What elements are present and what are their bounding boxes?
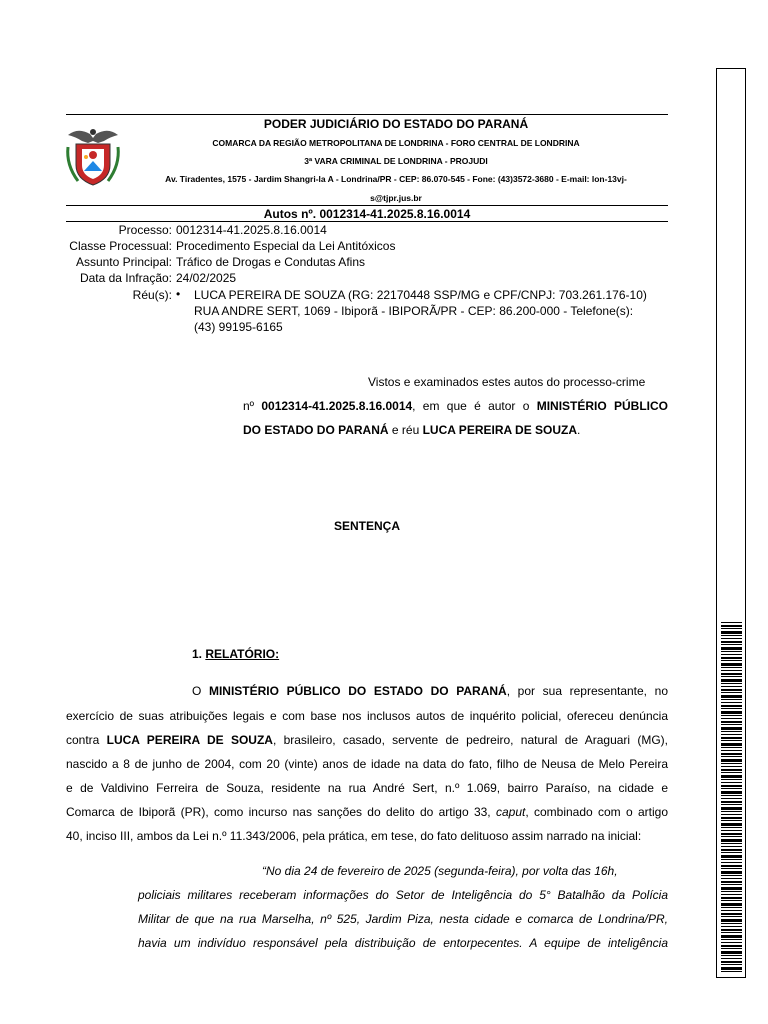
para-reu-name: LUCA PEREIRA DE SOUZA — [106, 733, 273, 747]
preamble-line-3 — [243, 418, 580, 442]
classe-value: Procedimento Especial da Lei Antitóxicos — [176, 239, 396, 253]
para-line-3 — [66, 728, 668, 752]
parana-coat-of-arms-icon — [64, 125, 122, 187]
data-infracao-label: Data da Infração: — [79, 271, 172, 285]
reu-line-1: LUCA PEREIRA DE SOUZA (RG: 22170448 SSP/MG e CPF/CNPJ: 703.261.176-10) — [194, 288, 647, 302]
preamble-mp: MINISTÉRIO PÚBLICO — [536, 399, 669, 413]
preamble-line-2 — [243, 394, 668, 418]
data-infracao-value: 24/02/2025 — [176, 271, 237, 285]
assunto-label: Assunto Principal: — [75, 255, 172, 269]
barcode-icon — [721, 622, 742, 974]
preamble-mp-state: DO ESTADO DO PARANÁ — [243, 423, 389, 437]
quote-line-1: “No dia 24 de fevereiro de 2025 (segunda-feira), por volta das 16h, — [262, 864, 618, 878]
para-text-3a: contra — [66, 733, 107, 747]
preamble-reu-name: LUCA PEREIRA DE SOUZA — [422, 423, 578, 437]
autos-bottom-rule — [66, 221, 668, 222]
relatorio-number: 1. — [192, 647, 206, 661]
processo-value: 0012314-41.2025.8.16.0014 — [176, 223, 327, 237]
relatorio-title: RELATÓRIO: — [205, 647, 280, 661]
reu-label: Réu(s): — [132, 288, 172, 302]
header-top-rule — [66, 114, 668, 115]
preamble-period: . — [577, 423, 581, 437]
para-text-1a: O — [192, 684, 209, 698]
comarca-line: COMARCA DA REGIÃO METROPOLITANA DE LONDRINA - FORO CENTRAL DE LONDRINA — [212, 138, 580, 148]
para-line-1 — [192, 679, 668, 703]
para-text-3b: , brasileiro, casado, servente de pedreiro, natural de Araguari (MG), — [272, 733, 669, 747]
para-line-2: exercício de suas atribuições legais e com base nos inclusos autos de inquérito policial, ofereceu denúncia — [66, 709, 668, 723]
assunto-value: Tráfico de Drogas e Condutas Afins — [176, 255, 365, 269]
reu-line-2: RUA ANDRE SERT, 1069 - Ibiporã - IBIPORÃ/PR - CEP: 86.200-000 - Telefone(s): — [194, 304, 634, 318]
autos-top-rule — [66, 205, 668, 206]
preamble-no: nº — [243, 399, 262, 413]
quote-line-4: havia um indivíduo responsável pela distribuição de entorpecentes. A equipe de inteligência — [138, 936, 668, 950]
para-line-4: nascido a 8 de junho de 2004, com 20 (vinte) anos de idade na data do fato, filho de Neusa de Melo Pereira — [66, 757, 668, 771]
para-mp: MINISTÉRIO PÚBLICO DO ESTADO DO PARANÁ — [208, 684, 507, 698]
processo-label: Processo: — [118, 223, 172, 237]
reu-line-3: (43) 99195-6165 — [194, 320, 283, 334]
court-title: PODER JUDICIÁRIO DO ESTADO DO PARANÁ — [263, 117, 529, 131]
classe-label: Classe Processual: — [69, 239, 172, 253]
preamble-line-1 — [368, 370, 645, 394]
quote-line-3: Militar de que na rua Marselha, nº 525, Jardim Piza, nesta cidade e comarca de Londrina/PR, — [138, 912, 668, 926]
autos-number: Autos nº. 0012314-41.2025.8.16.0014 — [263, 207, 471, 221]
para-text-1b: , por sua representante, no — [506, 684, 668, 698]
para-line-6 — [66, 800, 668, 824]
para-line-5: e de Valdivino Ferreira de Souza, residente na rua André Sert, n.º 1.069, bairro Paraíso, na cidade e — [66, 781, 668, 795]
quote-line-2: policiais militares receberam informações do Setor de Inteligência do 5° Batalhão da Polícia — [138, 888, 668, 902]
preamble-text-2: , em que é autor o — [412, 399, 537, 413]
preamble-text-1: Vistos e examinados estes autos do processo-crime — [368, 375, 646, 389]
preamble-text-3: e réu — [388, 423, 423, 437]
reu-bullet: • — [176, 287, 181, 301]
para-text-6a: Comarca de Ibiporã (PR), como incurso nas sanções do delito do artigo 33, — [66, 805, 496, 819]
relatorio-heading — [192, 647, 279, 661]
para-line-7: 40, inciso III, ambos da Lei n.º 11.343/2006, pela prática, em tese, do fato delituoso assim narrado na inicial: — [66, 829, 642, 843]
vara-line: 3ª VARA CRIMINAL DE LONDRINA - PROJUDI — [304, 156, 488, 166]
sentenca-title: SENTENÇA — [334, 519, 401, 533]
address-line-1: Av. Tiradentes, 1575 - Jardim Shangri-la A - Londrina/PR - CEP: 86.070-545 - Fone: (43)3572-3680 - E-mail: lon-13vj- — [165, 174, 627, 184]
para-caput: caput — [495, 805, 526, 819]
preamble-process-number: 0012314-41.2025.8.16.0014 — [261, 399, 413, 413]
para-text-6b: , combinado com o artigo — [525, 805, 668, 819]
address-line-2: s@tjpr.jus.br — [370, 193, 422, 203]
